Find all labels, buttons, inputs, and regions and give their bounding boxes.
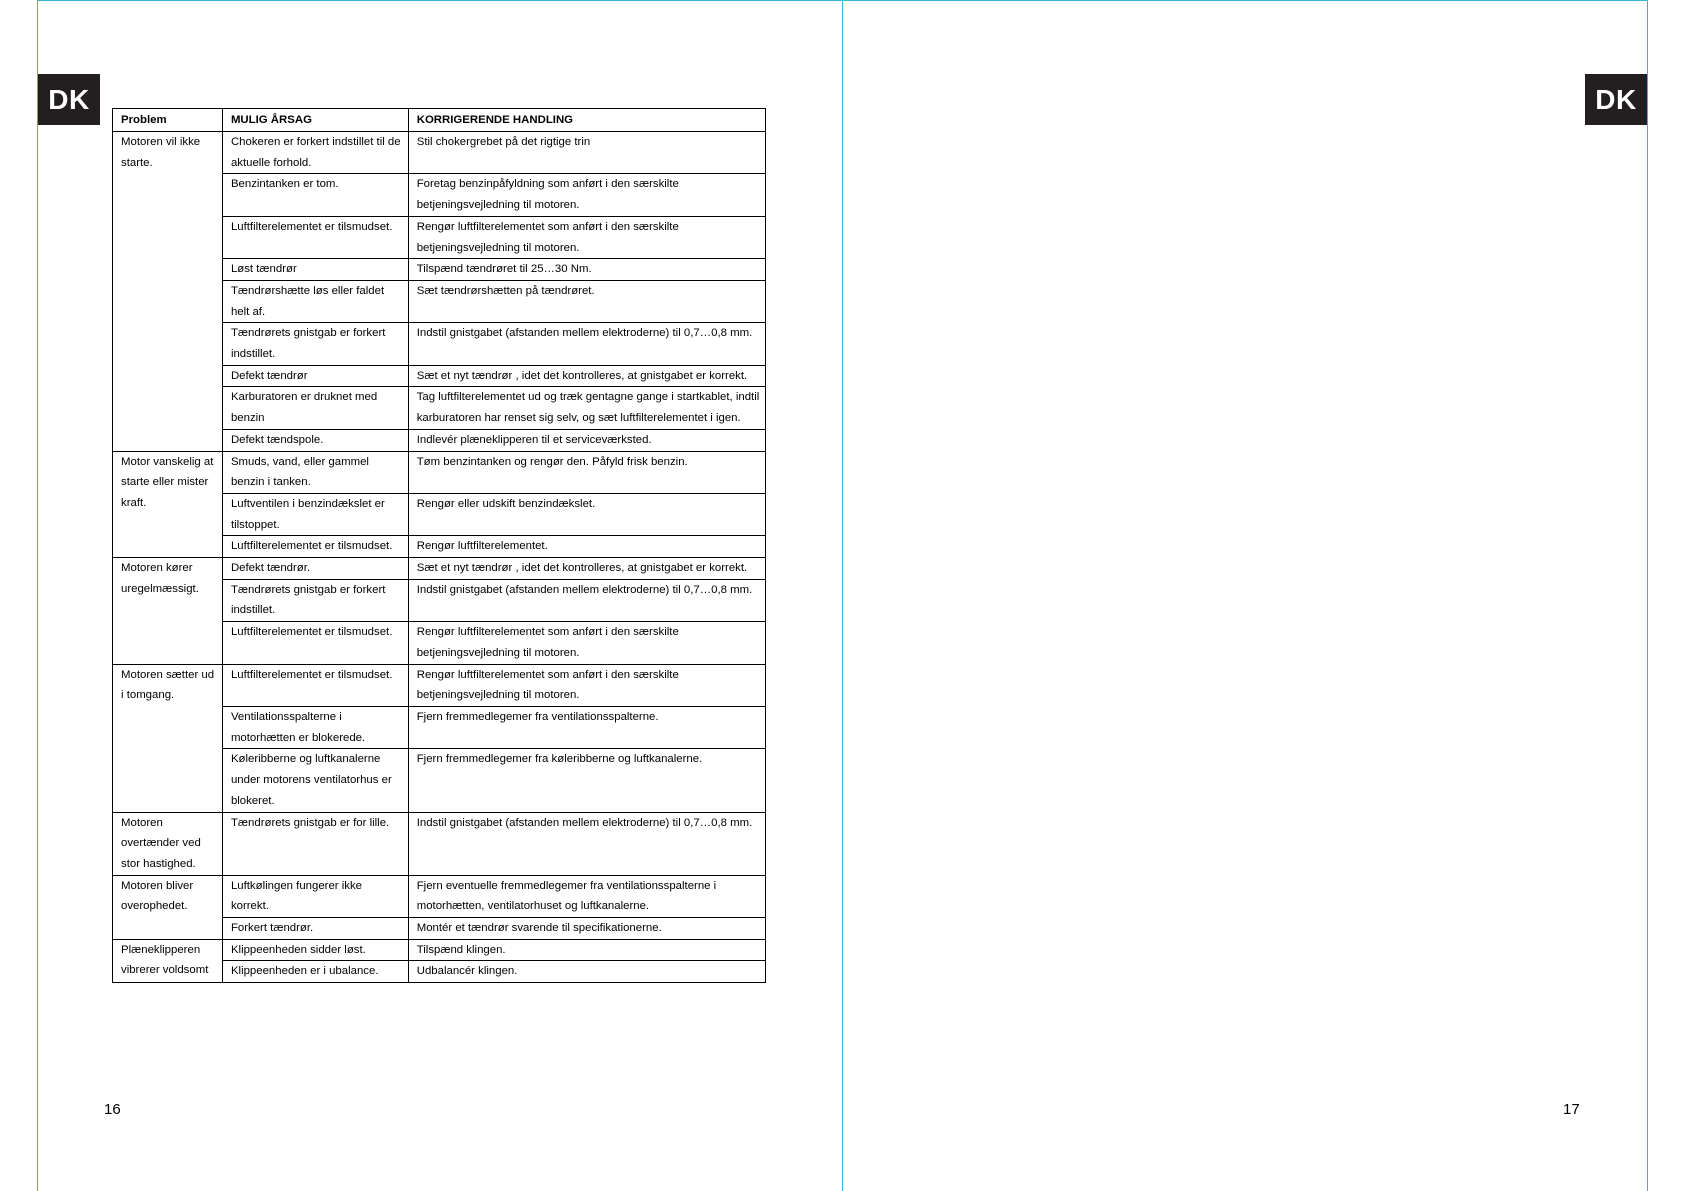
action-cell: Indstil gnistgabet (afstanden mellem elektroderne) til 0,7…0,8 mm. [408, 323, 765, 365]
cause-cell: Løst tændrør [222, 259, 408, 281]
table-header-row [113, 109, 766, 132]
header-cause: MULIG ÅRSAG [222, 109, 408, 132]
table-row [113, 132, 766, 174]
action-cell: Tilspænd tændrøret til 25…30 Nm. [408, 259, 765, 281]
language-tab-left: DK [38, 74, 100, 125]
problem-cell: Motoren sætter ud i tomgang. [113, 664, 223, 812]
cause-cell: Smuds, vand, eller gammel benzin i tanken. [222, 451, 408, 493]
problem-cell: Plæneklipperen vibrerer voldsomt [113, 939, 223, 982]
troubleshooting-table [112, 108, 766, 983]
action-cell: Rengør luftfilterelementet som anført i den særskilte betjeningsvejledning til motoren. [408, 664, 765, 706]
cause-cell: Tændrørshætte løs eller faldet helt af. [222, 280, 408, 322]
cause-cell: Luftventilen i benzindækslet er tilstoppet. [222, 493, 408, 535]
header-action: KORRIGERENDE HANDLING [408, 109, 765, 132]
problem-cell: Motoren kører uregelmæssigt. [113, 558, 223, 665]
cause-cell: Defekt tændspole. [222, 429, 408, 451]
cause-cell: Tændrørets gnistgab er forkert indstillet. [222, 323, 408, 365]
page-number-right: 17 [1563, 1101, 1580, 1118]
page-number-left: 16 [104, 1101, 121, 1118]
cause-cell: Klippeenheden sidder løst. [222, 939, 408, 961]
cause-cell: Luftfilterelementet er tilsmudset. [222, 664, 408, 706]
table-row [113, 451, 766, 493]
cause-cell: Benzintanken er tom. [222, 174, 408, 216]
action-cell: Rengør luftfilterelementet som anført i den særskilte betjeningsvejledning til motoren. [408, 622, 765, 664]
cause-cell: Køleribberne og luftkanalerne under motorens ventilatorhus er blokeret. [222, 749, 408, 812]
cause-cell: Defekt tændrør [222, 365, 408, 387]
table-row [113, 875, 766, 917]
cause-cell: Luftfilterelementet er tilsmudset. [222, 216, 408, 258]
action-cell: Montér et tændrør svarende til specifikationerne. [408, 918, 765, 940]
action-cell: Tag luftfilterelementet ud og træk gentagne gange i startkablet, indtil karburatoren har renset sig selv, og sæt luftfilterelementet i igen. [408, 387, 765, 429]
action-cell: Fjern fremmedlegemer fra køleribberne og luftkanalerne. [408, 749, 765, 812]
table-row [113, 558, 766, 580]
top-edge-left [37, 0, 842, 1]
cause-cell: Klippeenheden er i ubalance. [222, 961, 408, 983]
header-problem: Problem [113, 109, 223, 132]
table-row [113, 812, 766, 875]
cause-cell: Karburatoren er druknet med benzin [222, 387, 408, 429]
action-cell: Rengør eller udskift benzindækslet. [408, 493, 765, 535]
action-cell: Udbalancér klingen. [408, 961, 765, 983]
top-edge-right [842, 0, 1647, 1]
cause-cell: Luftfilterelementet er tilsmudset. [222, 536, 408, 558]
left-page-edge [37, 0, 38, 1191]
problem-cell: Motoren overtænder ved stor hastighed. [113, 812, 223, 875]
action-cell: Tøm benzintanken og rengør den. Påfyld frisk benzin. [408, 451, 765, 493]
action-cell: Sæt et nyt tændrør , idet det kontrolleres, at gnistgabet er korrekt. [408, 365, 765, 387]
right-page-edge [1647, 0, 1648, 1191]
table-row [113, 939, 766, 961]
action-cell: Fjern fremmedlegemer fra ventilationsspalterne. [408, 706, 765, 748]
action-cell: Fjern eventuelle fremmedlegemer fra ventilationsspalterne i motorhætten, ventilatorhuset og luftkanalerne. [408, 875, 765, 917]
action-cell: Foretag benzinpåfyldning som anført i den særskilte betjeningsvejledning til motoren. [408, 174, 765, 216]
action-cell: Indstil gnistgabet (afstanden mellem elektroderne) til 0,7…0,8 mm. [408, 579, 765, 621]
cause-cell: Tændrørets gnistgab er for lille. [222, 812, 408, 875]
table-row [113, 664, 766, 706]
problem-cell: Motoren vil ikke starte. [113, 132, 223, 452]
action-cell: Rengør luftfilterelementet. [408, 536, 765, 558]
action-cell: Indlevér plæneklipperen til et serviceværksted. [408, 429, 765, 451]
cause-cell: Forkert tændrør. [222, 918, 408, 940]
action-cell: Rengør luftfilterelementet som anført i den særskilte betjeningsvejledning til motoren. [408, 216, 765, 258]
table-body [113, 132, 766, 983]
page-divider [842, 0, 843, 1191]
action-cell: Tilspænd klingen. [408, 939, 765, 961]
cause-cell: Defekt tændrør. [222, 558, 408, 580]
cause-cell: Luftfilterelementet er tilsmudset. [222, 622, 408, 664]
cause-cell: Luftkølingen fungerer ikke korrekt. [222, 875, 408, 917]
language-tab-right: DK [1585, 74, 1647, 125]
cause-cell: Chokeren er forkert indstillet til de aktuelle forhold. [222, 132, 408, 174]
action-cell: Indstil gnistgabet (afstanden mellem elektroderne) til 0,7…0,8 mm. [408, 812, 765, 875]
cause-cell: Ventilationsspalterne i motorhætten er blokerede. [222, 706, 408, 748]
action-cell: Sæt tændrørshætten på tændrøret. [408, 280, 765, 322]
action-cell: Sæt et nyt tændrør , idet det kontrolleres, at gnistgabet er korrekt. [408, 558, 765, 580]
cause-cell: Tændrørets gnistgab er forkert indstillet. [222, 579, 408, 621]
problem-cell: Motoren bliver overophedet. [113, 875, 223, 939]
problem-cell: Motor vanskelig at starte eller mister kraft. [113, 451, 223, 558]
action-cell: Stil chokergrebet på det rigtige trin [408, 132, 765, 174]
